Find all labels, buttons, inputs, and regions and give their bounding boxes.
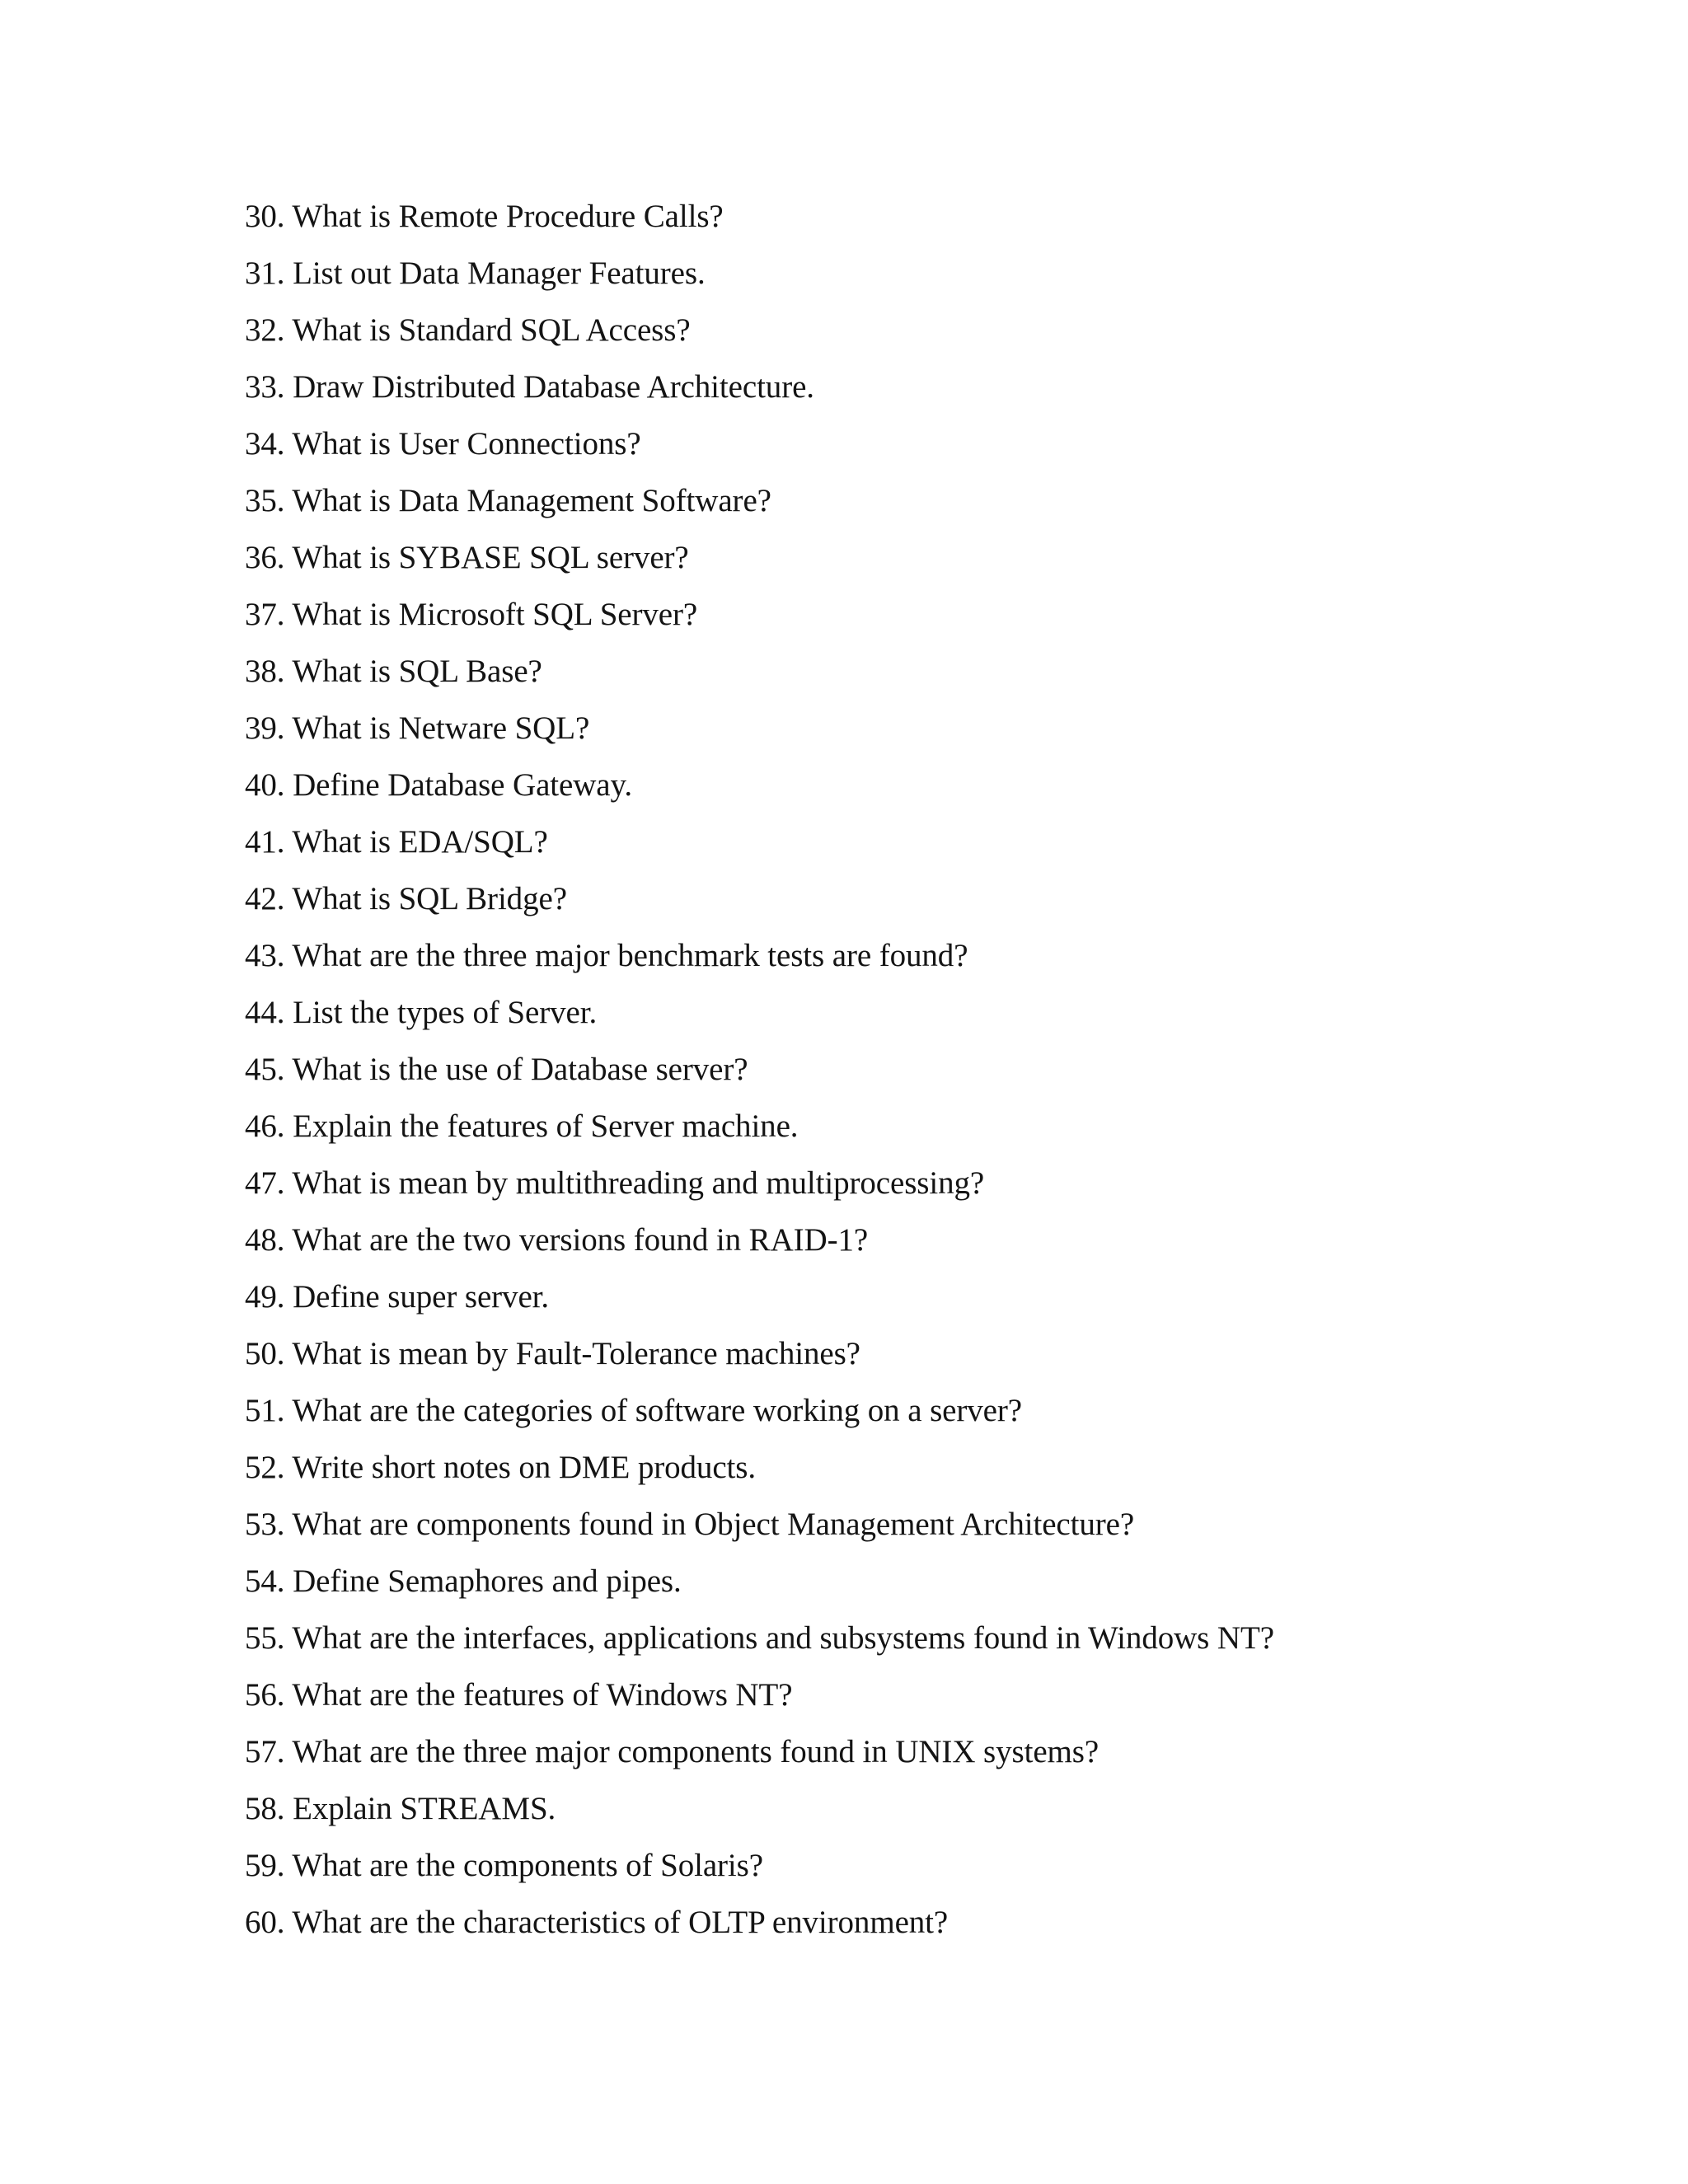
question-item: 57. What are the three major components found in UNIX systems? xyxy=(245,1734,1100,1769)
question-item: 41. What is EDA/SQL? xyxy=(245,824,548,860)
question-item: 51. What are the categories of software working on a server? xyxy=(245,1393,1022,1428)
question-item: 34. What is User Connections? xyxy=(245,426,641,462)
question-item: 53. What are components found in Object Management Architecture? xyxy=(245,1507,1135,1542)
question-item: 36. What is SYBASE SQL server? xyxy=(245,540,689,575)
question-item: 37. What is Microsoft SQL Server? xyxy=(245,597,698,632)
question-item: 59. What are the components of Solaris? xyxy=(245,1848,763,1883)
question-item: 47. What is mean by multithreading and multiprocessing? xyxy=(245,1165,985,1201)
question-item: 45. What is the use of Database server? xyxy=(245,1052,748,1087)
question-item: 52. Write short notes on DME products. xyxy=(245,1450,757,1485)
question-item: 30. What is Remote Procedure Calls? xyxy=(245,199,724,234)
question-item: 54. Define Semaphores and pipes. xyxy=(245,1563,682,1599)
question-item: 50. What is mean by Fault-Tolerance machines? xyxy=(245,1336,860,1371)
question-item: 32. What is Standard SQL Access? xyxy=(245,312,691,348)
question-item: 60. What are the characteristics of OLTP environment? xyxy=(245,1905,949,1940)
question-item: 49. Define super server. xyxy=(245,1279,550,1315)
question-item: 40. Define Database Gateway. xyxy=(245,767,633,803)
question-item: 31. List out Data Manager Features. xyxy=(245,255,706,291)
question-item: 48. What are the two versions found in RAID-1? xyxy=(245,1222,869,1258)
question-item: 43. What are the three major benchmark tests are found? xyxy=(245,938,968,973)
question-item: 56. What are the features of Windows NT? xyxy=(245,1677,793,1713)
question-item: 33. Draw Distributed Database Architecture. xyxy=(245,369,814,405)
question-item: 39. What is Netware SQL? xyxy=(245,710,590,746)
question-item: 35. What is Data Management Software? xyxy=(245,483,771,518)
question-item: 38. What is SQL Base? xyxy=(245,654,542,689)
question-item: 42. What is SQL Bridge? xyxy=(245,881,567,916)
question-item: 58. Explain STREAMS. xyxy=(245,1791,556,1826)
question-item: 55. What are the interfaces, applications and subsystems found in Windows NT? xyxy=(245,1620,1274,1656)
question-item: 44. List the types of Server. xyxy=(245,995,598,1030)
question-list xyxy=(245,188,1646,1951)
question-item: 46. Explain the features of Server machine. xyxy=(245,1108,799,1144)
